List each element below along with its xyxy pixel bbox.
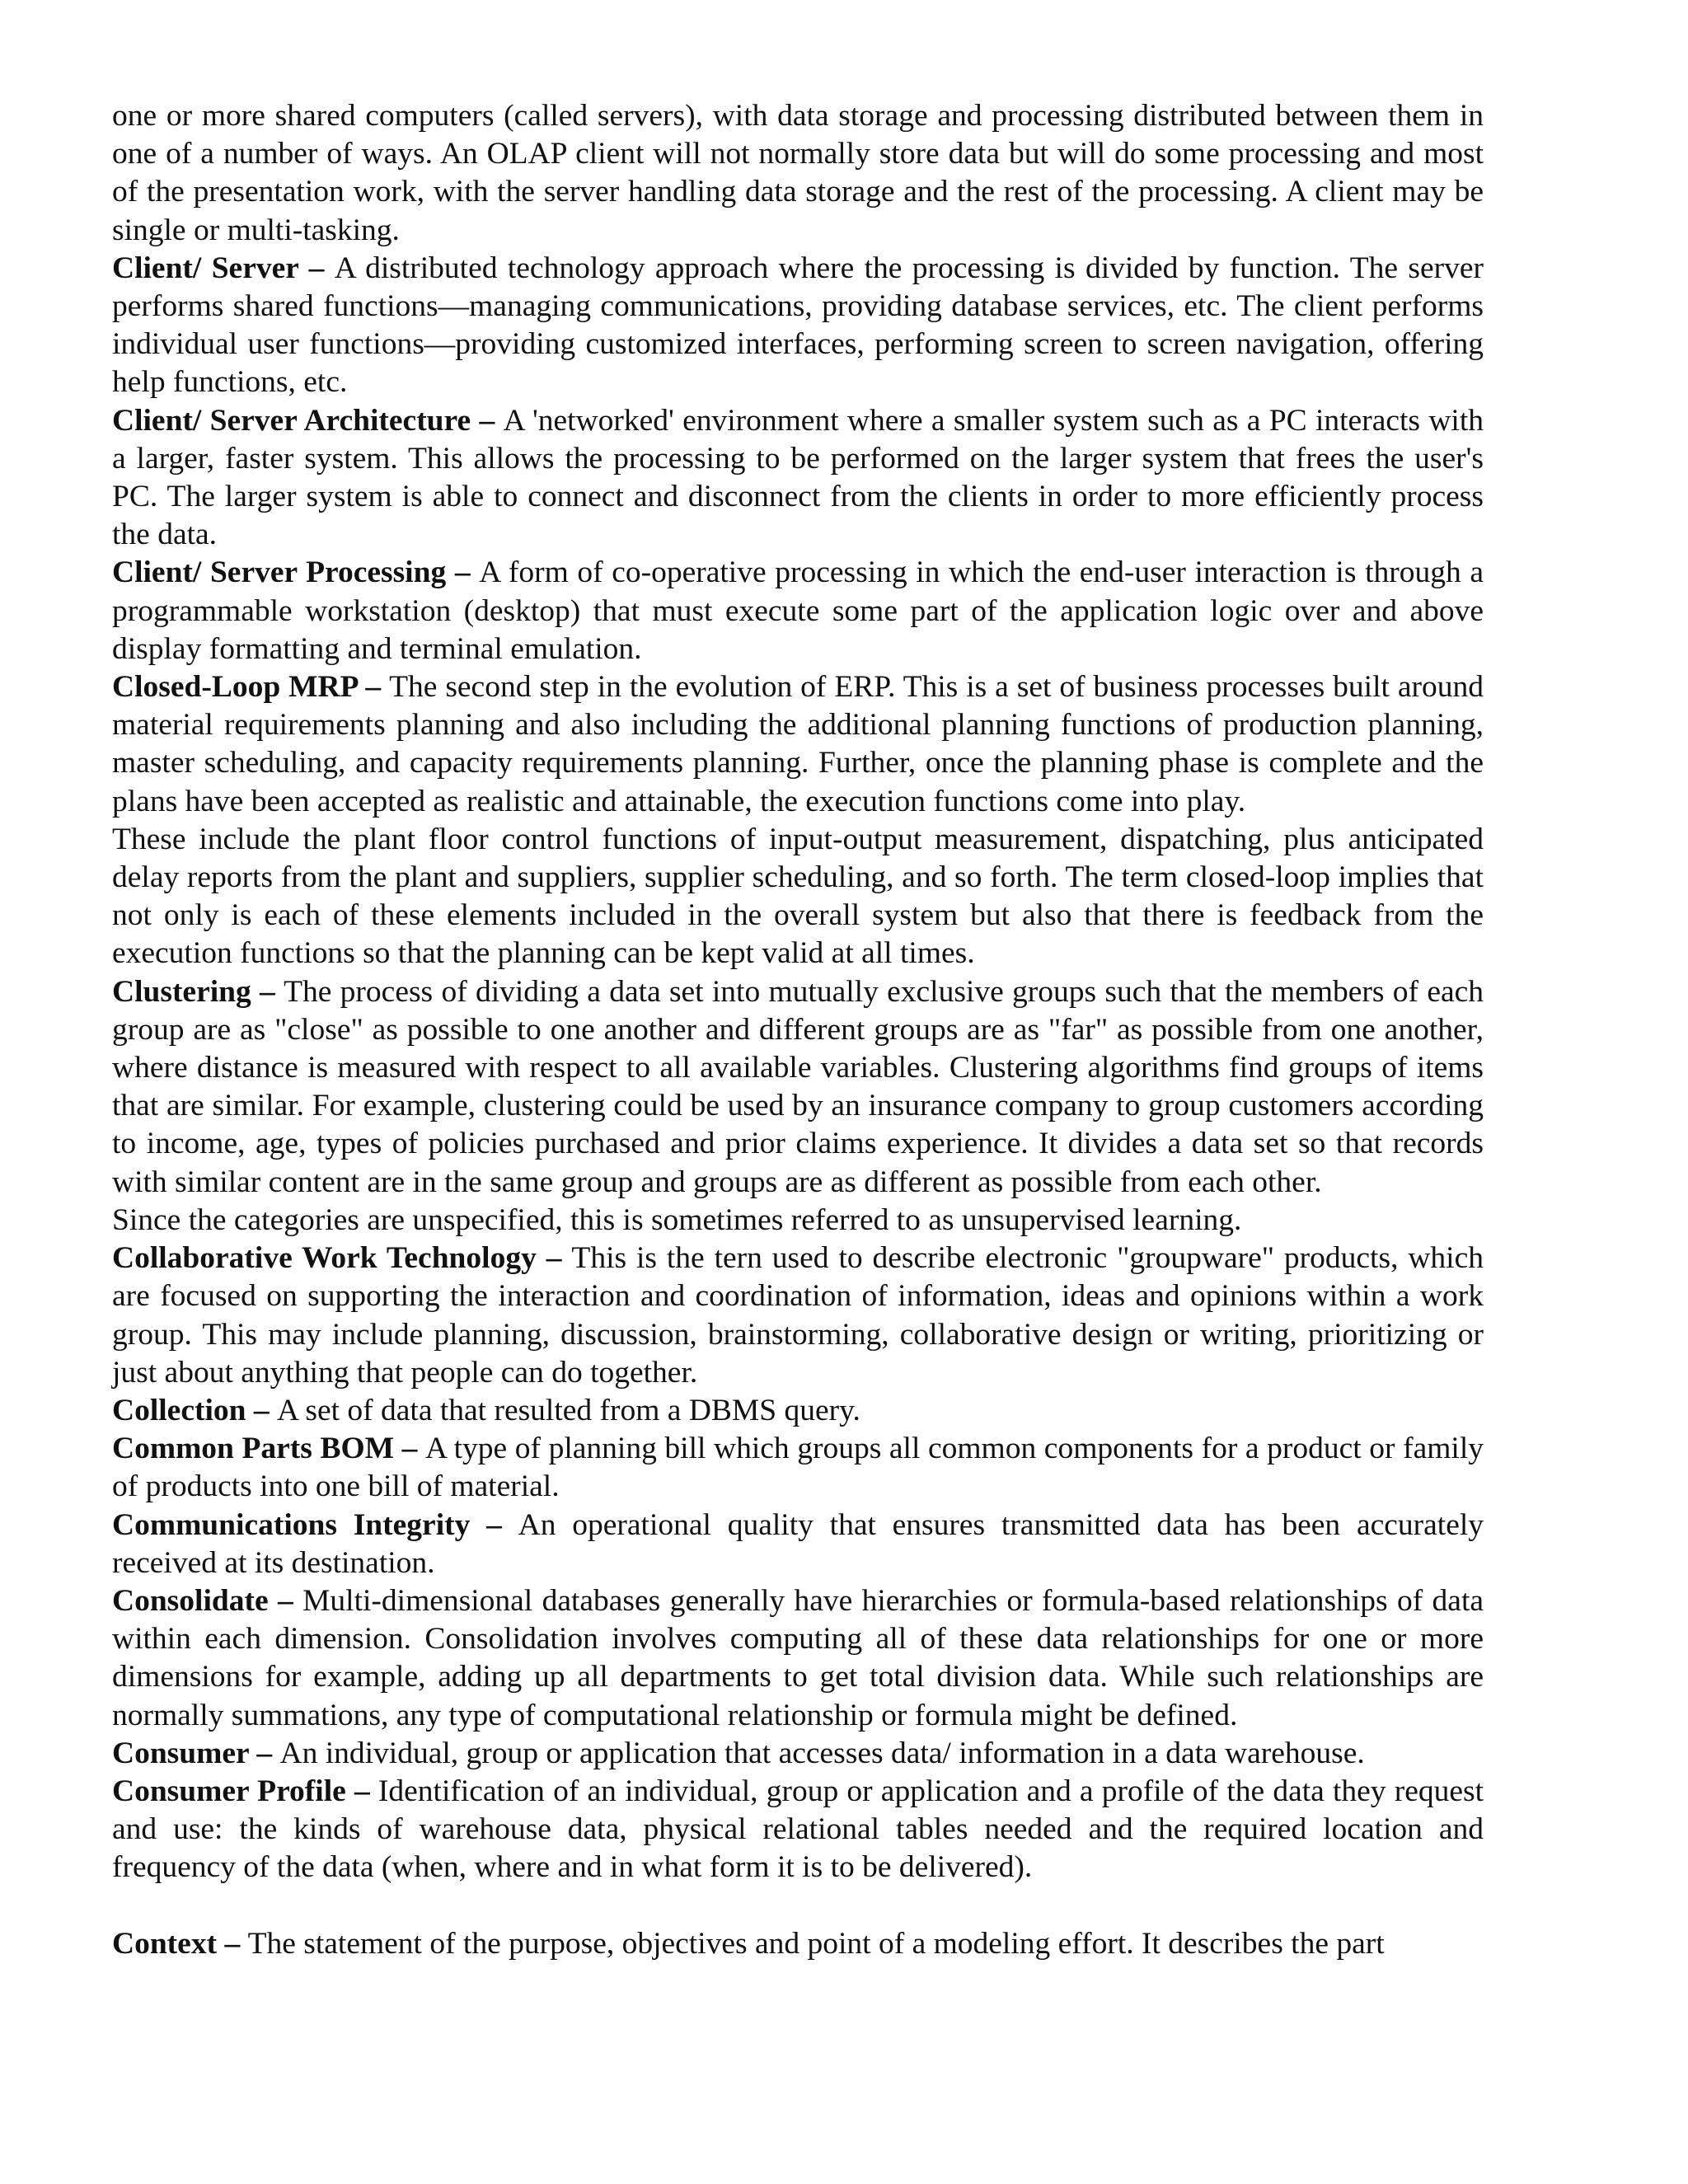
glossary-term: Collaborative Work Technology –: [112, 1241, 572, 1276]
definition-text: Multi-dimensional databases generally have hierarchies or formula-based relationships of data within each dimension. Consolidation involves computing all of these data relationships for one or more dimensions for example, adding up all departments to get total division data. While such relationships are normally summations, any type of computational relationship or formula might be defined.: [112, 1583, 1484, 1732]
glossary-term: Client/ Server Processing –: [112, 555, 480, 590]
glossary-entry-client-server-architecture: [112, 402, 1484, 555]
glossary-entry-common-parts-bom: [112, 1430, 1484, 1506]
glossary-term: Collection –: [112, 1393, 277, 1427]
glossary-term: Communications Integrity –: [112, 1507, 518, 1542]
glossary-term: Consumer –: [112, 1736, 280, 1770]
definition-text: An individual, group or application that accesses data/ information in a data warehouse.: [279, 1736, 1365, 1770]
glossary-entry-closed-loop-mrp: [112, 668, 1484, 821]
glossary-entry-collaborative-work-technology: [112, 1240, 1484, 1392]
glossary-term: Client/ Server –: [112, 251, 335, 285]
definition-text: An operational quality that ensures transmitted data has been accurately received at its destination.: [112, 1507, 1484, 1580]
definition-text: Identification of an individual, group or application and a profile of the data they request and use: the kinds of warehouse data, physical relational tables needed and the required location and frequency of the data (when, where and in what form it is to be delivered).: [112, 1774, 1484, 1885]
definition-text: This is the tern used to describe electronic "groupware" products, which are focused on supporting the interaction and coordination of information, ideas and opinions within a work group. This may include planning, discussion, brainstorming, collaborative design or writing, prioritizing or just about anything that people can do together.: [112, 1241, 1484, 1390]
glossary-entry-consumer: [112, 1735, 1484, 1773]
glossary-term: Clustering –: [112, 974, 284, 1009]
glossary-term: Consumer Profile –: [112, 1774, 378, 1808]
glossary-entry-communications-integrity: [112, 1507, 1484, 1582]
definition-text: one or more shared computers (called servers), with data storage and processing distributed between them in one of a number of ways. An OLAP client will not normally store data but will do some processing and most of the presentation work, with the server handling data storage and the rest of the processing. A client may be single or multi-tasking.: [112, 99, 1484, 247]
definition-text: The statement of the purpose, objectives and point of a modeling effort. It describes the part: [247, 1926, 1385, 1961]
definition-text: A form of co-operative processing in which the end-user interaction is through a programmable workstation (desktop) that must execute some part of the application logic over and above display formatting and terminal emulation.: [112, 555, 1484, 666]
glossary-entry-collection: [112, 1392, 1484, 1430]
glossary-paragraph-closed-loop-continued: [112, 821, 1484, 973]
glossary-entry-consolidate: [112, 1582, 1484, 1735]
glossary-entry-client-server-processing: [112, 554, 1484, 668]
glossary-term: Context –: [112, 1926, 248, 1961]
definition-text: A distributed technology approach where the processing is divided by function. The server performs shared functions—managing communications, providing database services, etc. The client performs individual user functions—providing customized interfaces, performing screen to screen navigation, offering help functions, etc.: [112, 251, 1484, 400]
definition-text: Since the categories are unspecified, this is sometimes referred to as unsupervised learning.: [112, 1202, 1242, 1237]
definition-text: The second step in the evolution of ERP. This is a set of business processes built around material requirements planning and also including the additional planning functions of production planning, master scheduling, and capacity requirements planning. Further, once the planning phase is complete and the plans have been accepted as realistic and attainable, the execution functions come into play.: [112, 670, 1484, 818]
definition-text: A set of data that resulted from a DBMS query.: [276, 1393, 860, 1427]
glossary-term: Closed-Loop MRP –: [112, 670, 390, 705]
glossary-paragraph-clustering-continued: [112, 1202, 1484, 1240]
glossary-term: Consolidate –: [112, 1583, 303, 1618]
definition-text: A 'networked' environment where a smaller system such as a PC interacts with a larger, faster system. This allows the processing to be performed on the larger system that frees the user's PC. The larger system is able to connect and disconnect from the clients in order to more efficiently process the data.: [112, 403, 1484, 552]
document-page: [112, 97, 1484, 1963]
definition-text: A type of planning bill which groups all common components for a product or family of products into one bill of material.: [112, 1432, 1484, 1504]
glossary-paragraph-continuation: [112, 97, 1484, 250]
glossary-term: Common Parts BOM –: [112, 1432, 425, 1466]
definition-text: The process of dividing a data set into mutually exclusive groups such that the members of each group are as "close" as possible to one another and different groups are as "far" as possible from one another, where distance is measured with respect to all available variables. Clustering algorithms find groups of items that are similar. For example, clustering could be used by an insurance company to group customers according to income, age, types of policies purchased and prior claims experience. It divides a data set so that records with similar content are in the same group and groups are as different as possible from each other.: [112, 974, 1484, 1199]
definition-text: These include the plant floor control functions of input-output measurement, dispatching, plus anticipated delay reports from the plant and suppliers, supplier scheduling, and so forth. The term closed-loop implies that not only is each of these elements included in the overall system but also that there is feedback from the execution functions so that the planning can be kept valid at all times.: [112, 822, 1484, 971]
glossary-entry-client-server: [112, 250, 1484, 402]
glossary-entry-context: [112, 1925, 1484, 1963]
glossary-term: Client/ Server Architecture –: [112, 403, 504, 438]
glossary-entry-consumer-profile: [112, 1773, 1484, 1887]
glossary-entry-clustering: [112, 973, 1484, 1202]
